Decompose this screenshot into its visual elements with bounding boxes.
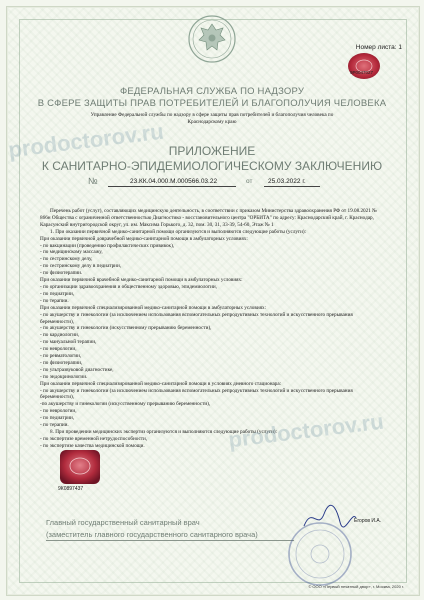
signature-underline [46,540,294,541]
list-item: - по терапии. [40,422,69,429]
list-item: - по экспертизе качества медицинской помощи. [40,442,145,449]
number-underline [108,186,236,187]
list-item: - по организации здравоохранения и общественному здоровью, эпидемиологии, [40,283,217,290]
signatory-subtitle: (заместитель главного государственного санитарного врача) [46,530,258,539]
signer-name: Егоров И.А. [354,518,382,524]
agency-name-line1: ФЕДЕРАЛЬНАЯ СЛУЖБА ПО НАДЗОРУ [119,86,305,97]
list-item: - по экспертизе временной нетрудоспособности, [40,435,148,442]
list-item: - по медицинскому массажу, [40,249,103,256]
list-item: - по сестринскому делу в педиатрии, [40,263,122,270]
regional-office-line1: Управление Федеральной службы по надзору в сфере защиты прав потребителей и благополучия человека по [90,112,334,118]
section-1c-heading: При оказании первичной специализированной медико-санитарной помощи в амбулаторных условиях: [40,304,267,311]
list-item: - по педиатрии, [40,415,75,422]
list-item: - по педиатрии, [40,290,75,297]
regional-office-line2: Краснодарскому краю [187,119,237,125]
official-stamp [286,520,354,588]
list-item: - по терапии. [40,297,69,304]
list-item: - по акушерству и гинекологии (искусственному прерыванию беременности), [40,325,212,332]
section-8-heading: 8. При проведении медицинских экспертиз организуются и выполняются следующие работы (услуги): [50,429,278,435]
appendix-title: ПРИЛОЖЕНИЕ [168,144,256,158]
number-label: № [88,176,98,186]
list-item: - по кардиологии, [40,332,80,339]
section-1a-heading: При оказании первичной доврачебной медико-санитарной помощи в амбулаторных условиях: [40,235,248,242]
sheet-number: Номер листа: 1 [355,44,402,51]
watermark: prodoctorov.ru [226,408,385,453]
list-item: - по неврологии, [40,346,77,353]
signatory-title: Главный государственный санитарный врач [46,518,200,527]
list-item: - по ревматологии, [40,353,82,360]
date-underline [264,186,320,187]
certificate-number: 23.КК.04.000.М.000566.03.22 [130,178,218,185]
list-item: - по мануальной терапии, [40,339,97,346]
section-1d-heading: При оказании первичной специализированной медико-санитарной помощи в условиях дневного стационара: [40,380,282,387]
intro-paragraph: Перечень работ (услуг), составляющих медицинскую деятельность, в соответствии с приказом Министерства здравоохранения РФ от 19.08.2021 № 866н Общества с ограниченной ответственностью Диагностико - восстановительного центра "ОРБИТА" по адресу: Краснодарский край, г. Краснодар, Карасунский внутригородской округ, ул. им. Максима Горького, д. 32, пом. 30, 31, 33-39, 54-60, Этаж № 1 [40,208,378,228]
list-item: - по эндокринологии. [40,373,88,380]
list-item: - по ультразвуковой диагностике, [40,366,114,373]
hologram-sticker-top [346,52,382,84]
list-item: - по сестринскому делу, [40,256,93,263]
hologram-sticker-bottom [56,448,104,488]
date-label: от [246,178,253,185]
coat-of-arms-emblem [187,14,237,64]
agency-name-line2: В СФЕРЕ ЗАЩИТЫ ПРАВ ПОТРЕБИТЕЛЕЙ И БЛАГОПОЛУЧИЯ ЧЕЛОВЕКА [37,98,387,109]
section-1-heading: 1. При оказании первичной медико-санитарной помощи организуются и выполняются следующие работы (услуги): [50,228,307,235]
printer-imprint: © ООО «Первый печатный двор», г. Москва, 2020 г. [308,584,404,589]
list-item: - по физиотерапии. [40,270,83,277]
regional-office [60,112,364,126]
list-item: - по акушерству и гинекологии (за исключением использования вспомогательных репродуктивных технологий и искусственного прерывания беременности), [40,311,353,325]
list-item: - по неврологии, [40,408,77,415]
watermark: prodoctorov.ru [6,118,165,163]
list-item: - по вакцинации (проведению профилактических прививок), [40,242,175,249]
hologram-bottom-number: 9К0897437 [58,486,84,492]
list-item: -по акушерству и гинекологии (искусственному прерыванию беременности), [40,401,211,408]
certificate-date: 25.03.2022 г. [268,178,306,185]
hologram-top-number: 9Р0047027 [350,70,374,75]
list-item: - по физиотерапии, [40,359,83,366]
appendix-subtitle: К САНИТАРНО-ЭПИДЕМИОЛОГИЧЕСКОМУ ЗАКЛЮЧЕНИЮ [41,159,383,173]
list-item: - по акушерству и гинекологии (за исключением использования вспомогательных репродуктивных технологий и искусственного прерывания беременности), [40,387,353,401]
section-1b-heading: При оказании первичной врачебной медико-санитарной помощи в амбулаторных условиях: [40,277,243,284]
